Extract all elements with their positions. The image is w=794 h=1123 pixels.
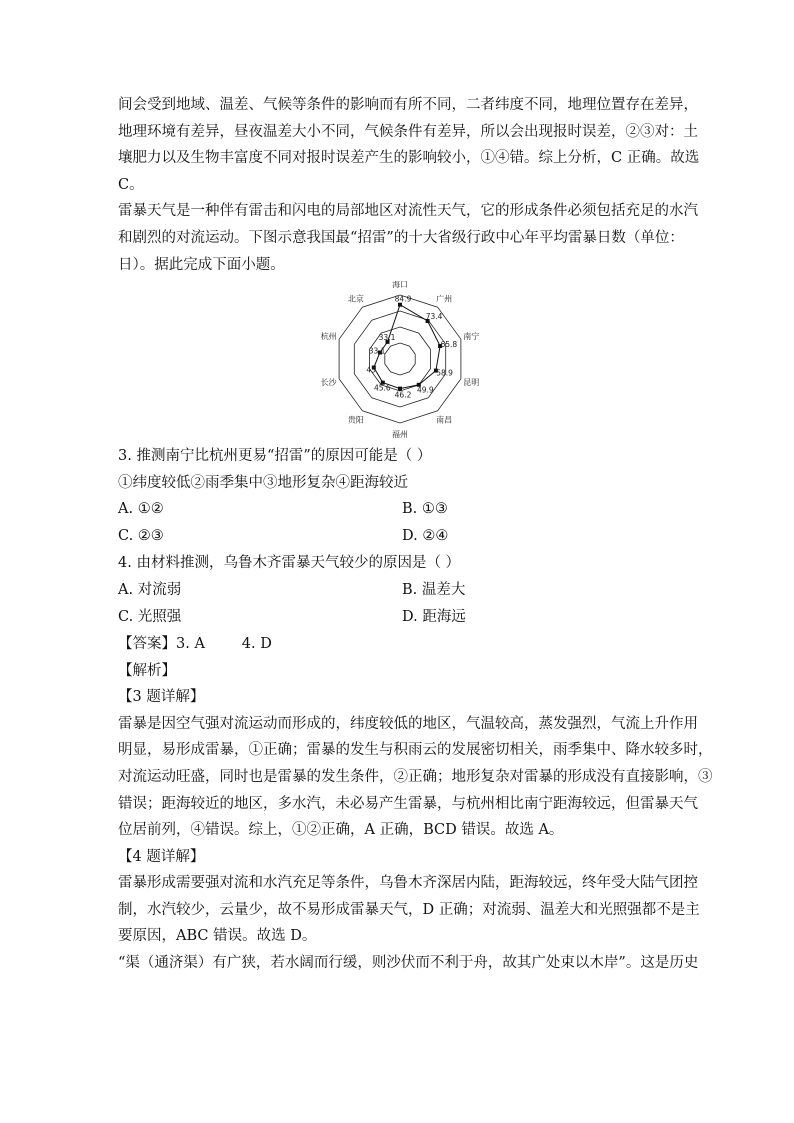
analysis-label: 【解析】 — [118, 662, 176, 679]
text-line: 要原因，ABC 错误。故选 D。 — [118, 928, 317, 945]
q4-detail — [118, 844, 700, 950]
radar-category-label: 南昌 — [436, 415, 453, 425]
text-line: 和剧烈的对流运动。下图示意我国最“招雷”的十大省级行政中心年平均雷暴日数（单位： — [118, 229, 684, 246]
radar-data-label: 46.2 — [394, 390, 412, 400]
option-row — [118, 604, 678, 631]
q3-detail — [118, 684, 713, 844]
text-line: 间会受到地域、温差、气候等条件的影响而有所不同，二者纬度不同，地理位置存在差异， — [118, 97, 698, 113]
text-line: 壤肥力以及生物丰富度不同对报时误差产生的影响较小，①④错。综上分析，C 正确。故选 — [118, 150, 700, 167]
radar-category-label: 贵阳 — [347, 415, 364, 425]
radar-category-label: 广州 — [436, 294, 453, 304]
answer-line — [118, 631, 678, 658]
radar-data-label: 73.4 — [425, 312, 443, 322]
option-b[interactable]: B. ①③ — [402, 501, 448, 518]
radar-category-label: 海口 — [392, 281, 408, 290]
option-row — [118, 496, 678, 523]
option-c[interactable]: C. 光照强 — [118, 608, 182, 625]
section-label: 【3 题详解】 — [118, 689, 205, 706]
text-line: 雷暴是因空气强对流运动而形成的，纬度较低的地区，气温较高，蒸发强烈，气流上升作用 — [118, 715, 698, 732]
option-d[interactable]: D. ②④ — [402, 528, 449, 545]
question-stem: 4. 由材料推测，乌鲁木齐雷暴天气较少的原因是（ ） — [118, 555, 461, 572]
text-line: 日）。据此完成下面小题。 — [118, 256, 285, 273]
radar-grid-ring — [385, 343, 415, 375]
radar-category-label: 南宁 — [463, 331, 480, 341]
radar-data-label: 45.6 — [373, 383, 391, 393]
question-items: ①纬度较低②雨季集中③地形复杂④距海较近 — [118, 474, 408, 491]
radar-grid-ring — [339, 295, 461, 423]
radar-data-label: 84.9 — [394, 294, 412, 304]
material-paragraph — [118, 198, 698, 278]
radar-data-label: 49.9 — [416, 385, 434, 395]
question-4 — [118, 550, 678, 631]
intro-paragraph — [118, 92, 700, 198]
option-a[interactable]: A. ①② — [118, 501, 164, 518]
document-page — [118, 92, 713, 977]
option-d[interactable]: D. 距海远 — [402, 608, 466, 625]
option-a[interactable]: A. 对流弱 — [118, 581, 182, 598]
text-line: 制，水汽较少，云量少，故不易形成雷暴天气，D 正确；对流弱、温差大和光照强都不是主 — [118, 901, 700, 918]
text-line: 位居前列，④错误。综上，①②正确，A 正确，BCD 错误。故选 A。 — [118, 822, 564, 839]
radar-data-label: 65.8 — [440, 340, 458, 350]
text-line: 明显，易形成雷暴，①正确；雷暴的发生与积雨云的发展密切相关，雨季集中、降水较多时， — [118, 742, 713, 759]
option-b[interactable]: B. 温差大 — [402, 581, 466, 598]
text-line: 雷暴形成需要强对流和水汽充足等条件，乌鲁木齐深居内陆，距海较远，终年受大陆气团控 — [118, 875, 698, 892]
text-line: “渠（通济渠）有广狭，若水阔而行缓，则沙伏而不利于舟，故其广处束以木岸”。这是历史 — [118, 955, 699, 972]
radar-data-label: 43 — [366, 365, 376, 375]
text-line: 地理环境有差异，昼夜温差大小不同，气候条件有差异，所以会出现报时误差，②③对：土 — [118, 123, 698, 140]
option-c[interactable]: C. ②③ — [118, 528, 164, 545]
option-row — [118, 577, 678, 604]
text-line: 对流运动旺盛，同时也是雷暴的发生条件，②正确；地形复杂对雷暴的形成没有直接影响，③ — [118, 768, 713, 785]
text-line: 错误；距海较近的地区，多水汽，未必易产生雷暴，与杭州相比南宁距海较远，但雷暴天气 — [118, 795, 698, 812]
text-line: 雷暴天气是一种伴有雷击和闪电的局部地区对流性天气，它的形成条件必须包括充足的水汽 — [118, 203, 698, 220]
radar-chart-svg — [118, 281, 678, 441]
text-line: C。 — [118, 176, 144, 193]
answer-label: 【答案】 — [118, 635, 176, 652]
option-row — [118, 523, 678, 550]
section-label: 【4 题详解】 — [118, 848, 205, 865]
radar-data-label: 33.1 — [378, 333, 396, 343]
question-3 — [118, 443, 678, 550]
radar-category-label: 杭州 — [320, 331, 337, 341]
radar-chart — [118, 281, 678, 441]
radar-category-label: 昆明 — [463, 378, 480, 388]
question-stem: 3. 推测南宁比杭州更易“招雷”的原因可能是（ ） — [118, 448, 432, 465]
radar-category-label: 福州 — [392, 430, 408, 440]
radar-data-label: 33.1 — [368, 346, 386, 356]
radar-category-label: 北京 — [347, 294, 364, 304]
answer-text: 3. A 4. D — [176, 635, 272, 652]
radar-data-label: 58.9 — [436, 368, 453, 378]
radar-category-label: 长沙 — [320, 378, 337, 388]
